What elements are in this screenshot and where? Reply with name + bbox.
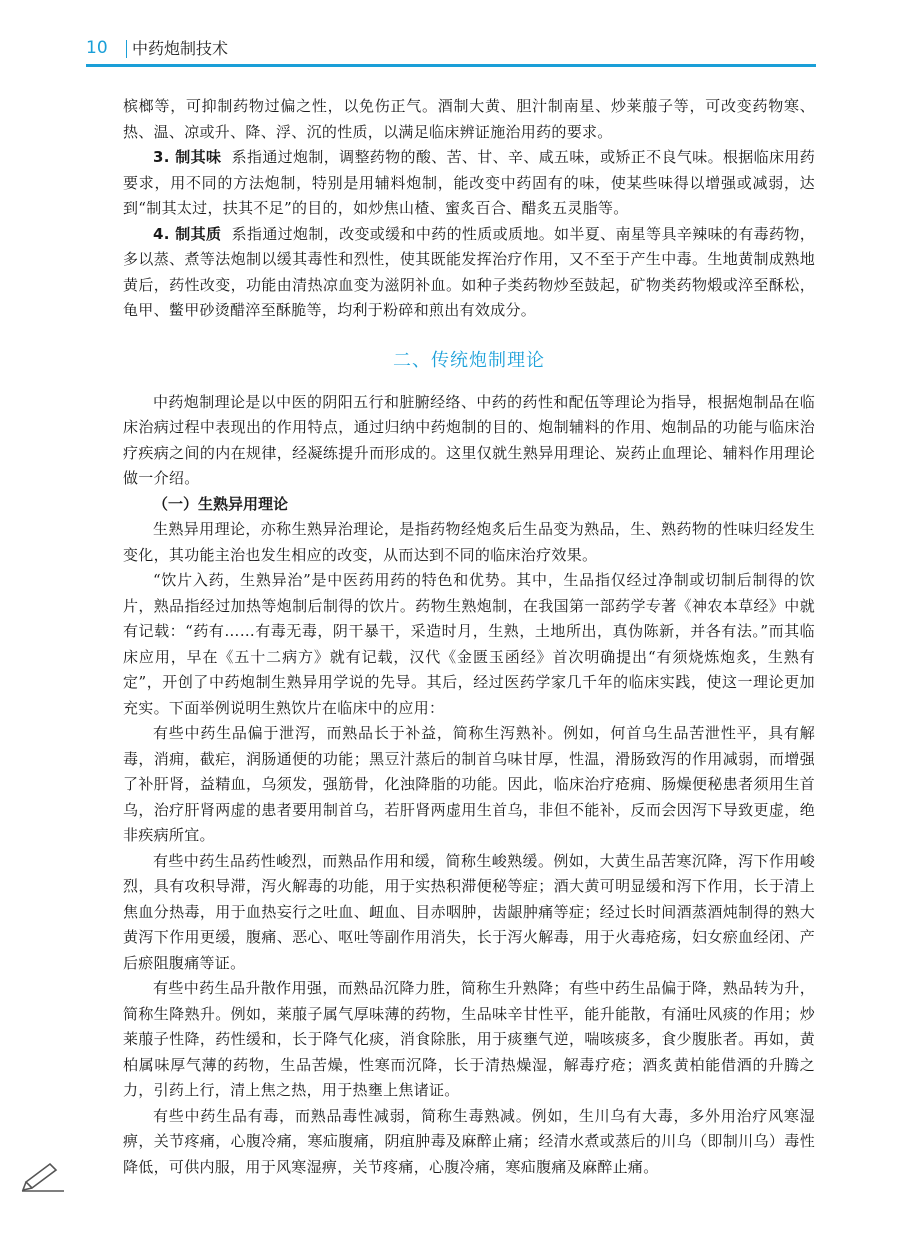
item-heading: 3. 制其味: [153, 148, 222, 166]
subsection-title: （一）生熟异用理论: [153, 494, 289, 513]
page-header: [0, 0, 900, 72]
header-rule: [86, 64, 816, 67]
paragraph: 有些中药生品药性峻烈，而熟品作用和缓，简称生峻熟缓。例如，大黄生品苦寒沉降，泻下作用峻烈，具有攻积导滞，泻火解毒的功能，用于实热积滞便秘等症；酒大黄可明显缓和泻下作用，长于清上焦血分热毒，用于血热妄行之吐血、衄血、目赤咽肿，齿龈肿痛等症；经过长时间酒蒸酒炖制得的熟大黄泻下作用更缓，腹痛、恶心、呕吐等副作用消失，长于泻火解毒，用于火毒疮疡，妇女瘀血经闭、产后瘀阻腹痛等证。: [123, 851, 815, 972]
header-divider: [126, 40, 127, 58]
page-body: [123, 94, 815, 1180]
paragraph: 有些中药生品升散作用强，而熟品沉降力胜，简称生升熟降；有些中药生品偏于降，熟品转为升，简称生降熟升。例如，莱菔子属气厚味薄的药物，生品味辛甘性平，能升能散，有涌吐风痰的作用；炒莱菔子性降，药性缓和，长于降气化痰，消食除胀，用于痰壅气逆，喘咳痰多，食少腹胀者。再如，黄柏属味厚气薄的药物，生品苦燥，性寒而沉降，长于清热燥湿，解毒疗疮；酒炙黄柏能借酒的升腾之力，引药上行，清上焦之热，用于热壅上焦诸证。: [123, 979, 815, 1099]
item-heading: 4. 制其质: [153, 224, 222, 243]
paragraph: 有些中药生品偏于泄泻，而熟品长于补益，简称生泻熟补。例如，何首乌生品苦泄性平，具有解毒，消痈，截疟，润肠通便的功能；黑豆汁蒸后的制首乌味甘厚，性温，滑肠致泻的作用减弱，而增强了补肝肾，益精血，乌须发，强筋骨，化浊降脂的功能。因此，临床治疗疮痈、肠燥便秘患者须用生首乌，治疗肝肾两虚的患者要用制首乌，若肝肾两虚用生首乌，非但不能补，反而会因泻下导致更虚，绝非疾病所宜。: [123, 724, 815, 844]
paragraph: 有些中药生品有毒，而熟品毒性减弱，简称生毒熟减。例如，生川乌有大毒，多外用治疗风寒湿痹，关节疼痛，心腹冷痛，寒疝腹痛，阴疽肿毒及麻醉止痛；经清水煮或蒸后的川乌（即制川乌）毒性降低，可供内服，用于风寒湿痹，关节疼痛，心腹冷痛，寒疝腹痛及麻醉止痛。: [123, 1106, 815, 1176]
section-title: 二、传统炮制理论: [393, 349, 545, 371]
item-text: 系指通过炮制，改变或缓和中药的性质或质地。如半夏、南星等具辛辣味的有毒药物，多以蒸、煮等法炮制以缓其毒性和烈性，使其既能发挥治疗作用，又不至于产生中毒。生地黄制成熟地黄后，药性改变，功能由清热凉血变为滋阴补血。如种子类药物炒至鼓起，矿物类药物煅或淬至酥松，龟甲、鳖甲砂烫醋淬至酥脆等，均利于粉碎和煎出有效成分。: [123, 224, 815, 319]
book-title: 中药炮制技术: [132, 39, 229, 58]
paragraph-zhi-qi-wei: [123, 145, 815, 222]
paragraph: 中药炮制理论是以中医的阴阳五行和脏腑经络、中药的药性和配伍等理论为指导，根据炮制品在临床治病过程中表现出的作用特点，通过归纳中药炮制的目的、炮制辅料的作用、炮制品的功能与临床治疗疾病之间的内在规律，经凝练提升而形成的。这里仅就生熟异用理论、炭药止血理论、辅料作用理论做一介绍。: [123, 392, 815, 487]
page-number: 10: [86, 38, 108, 58]
paragraph: 生熟异用理论，亦称生熟异治理论，是指药物经炮炙后生品变为熟品，生、熟药物的性味归经发生变化，其功能主治也发生相应的改变，从而达到不同的临床治疗效果。: [123, 520, 815, 564]
item-text: 系指通过炮制，调整药物的酸、苦、甘、辛、咸五味，或矫正不良气味。根据临床用药要求，用不同的方法炮制，特别是用辅料炮制，能改变中药固有的味，使某些味得以增强或减弱，达到“制其太过，扶其不足”的目的，如炒焦山楂、蜜炙百合、醋炙五灵脂等。: [123, 148, 815, 217]
paragraph-zhi-qi-zhi: [123, 222, 815, 324]
paragraph: “饮片入药，生熟异治”是中医药用药的特色和优势。其中，生品指仅经过净制或切制后制得的饮片，熟品指经过加热等炮制后制得的饮片。药物生熟炮制，在我国第一部药学专著《神农本草经》中就有记载：“药有……有毒无毒，阴干暴干，采造时月，生熟，土地所出，真伪陈新，并各有法。”而其临床应用，早在《五十二病方》就有记载，汉代《金匮玉函经》首次明确提出“有须烧炼炮炙，生熟有定”，开创了中药炮制生熟异用学说的先导。其后，经过医药学家几千年的临床实践，使这一理论更加充实。下面举例说明生熟饮片在临床中的应用：: [123, 571, 815, 717]
pen-writing-icon: [20, 1160, 66, 1192]
paragraph: 槟榔等，可抑制药物过偏之性，以免伤正气。酒制大黄、胆汁制南星、炒莱菔子等，可改变药物寒、热、温、凉或升、降、浮、沉的性质，以满足临床辨证施治用药的要求。: [123, 97, 815, 141]
